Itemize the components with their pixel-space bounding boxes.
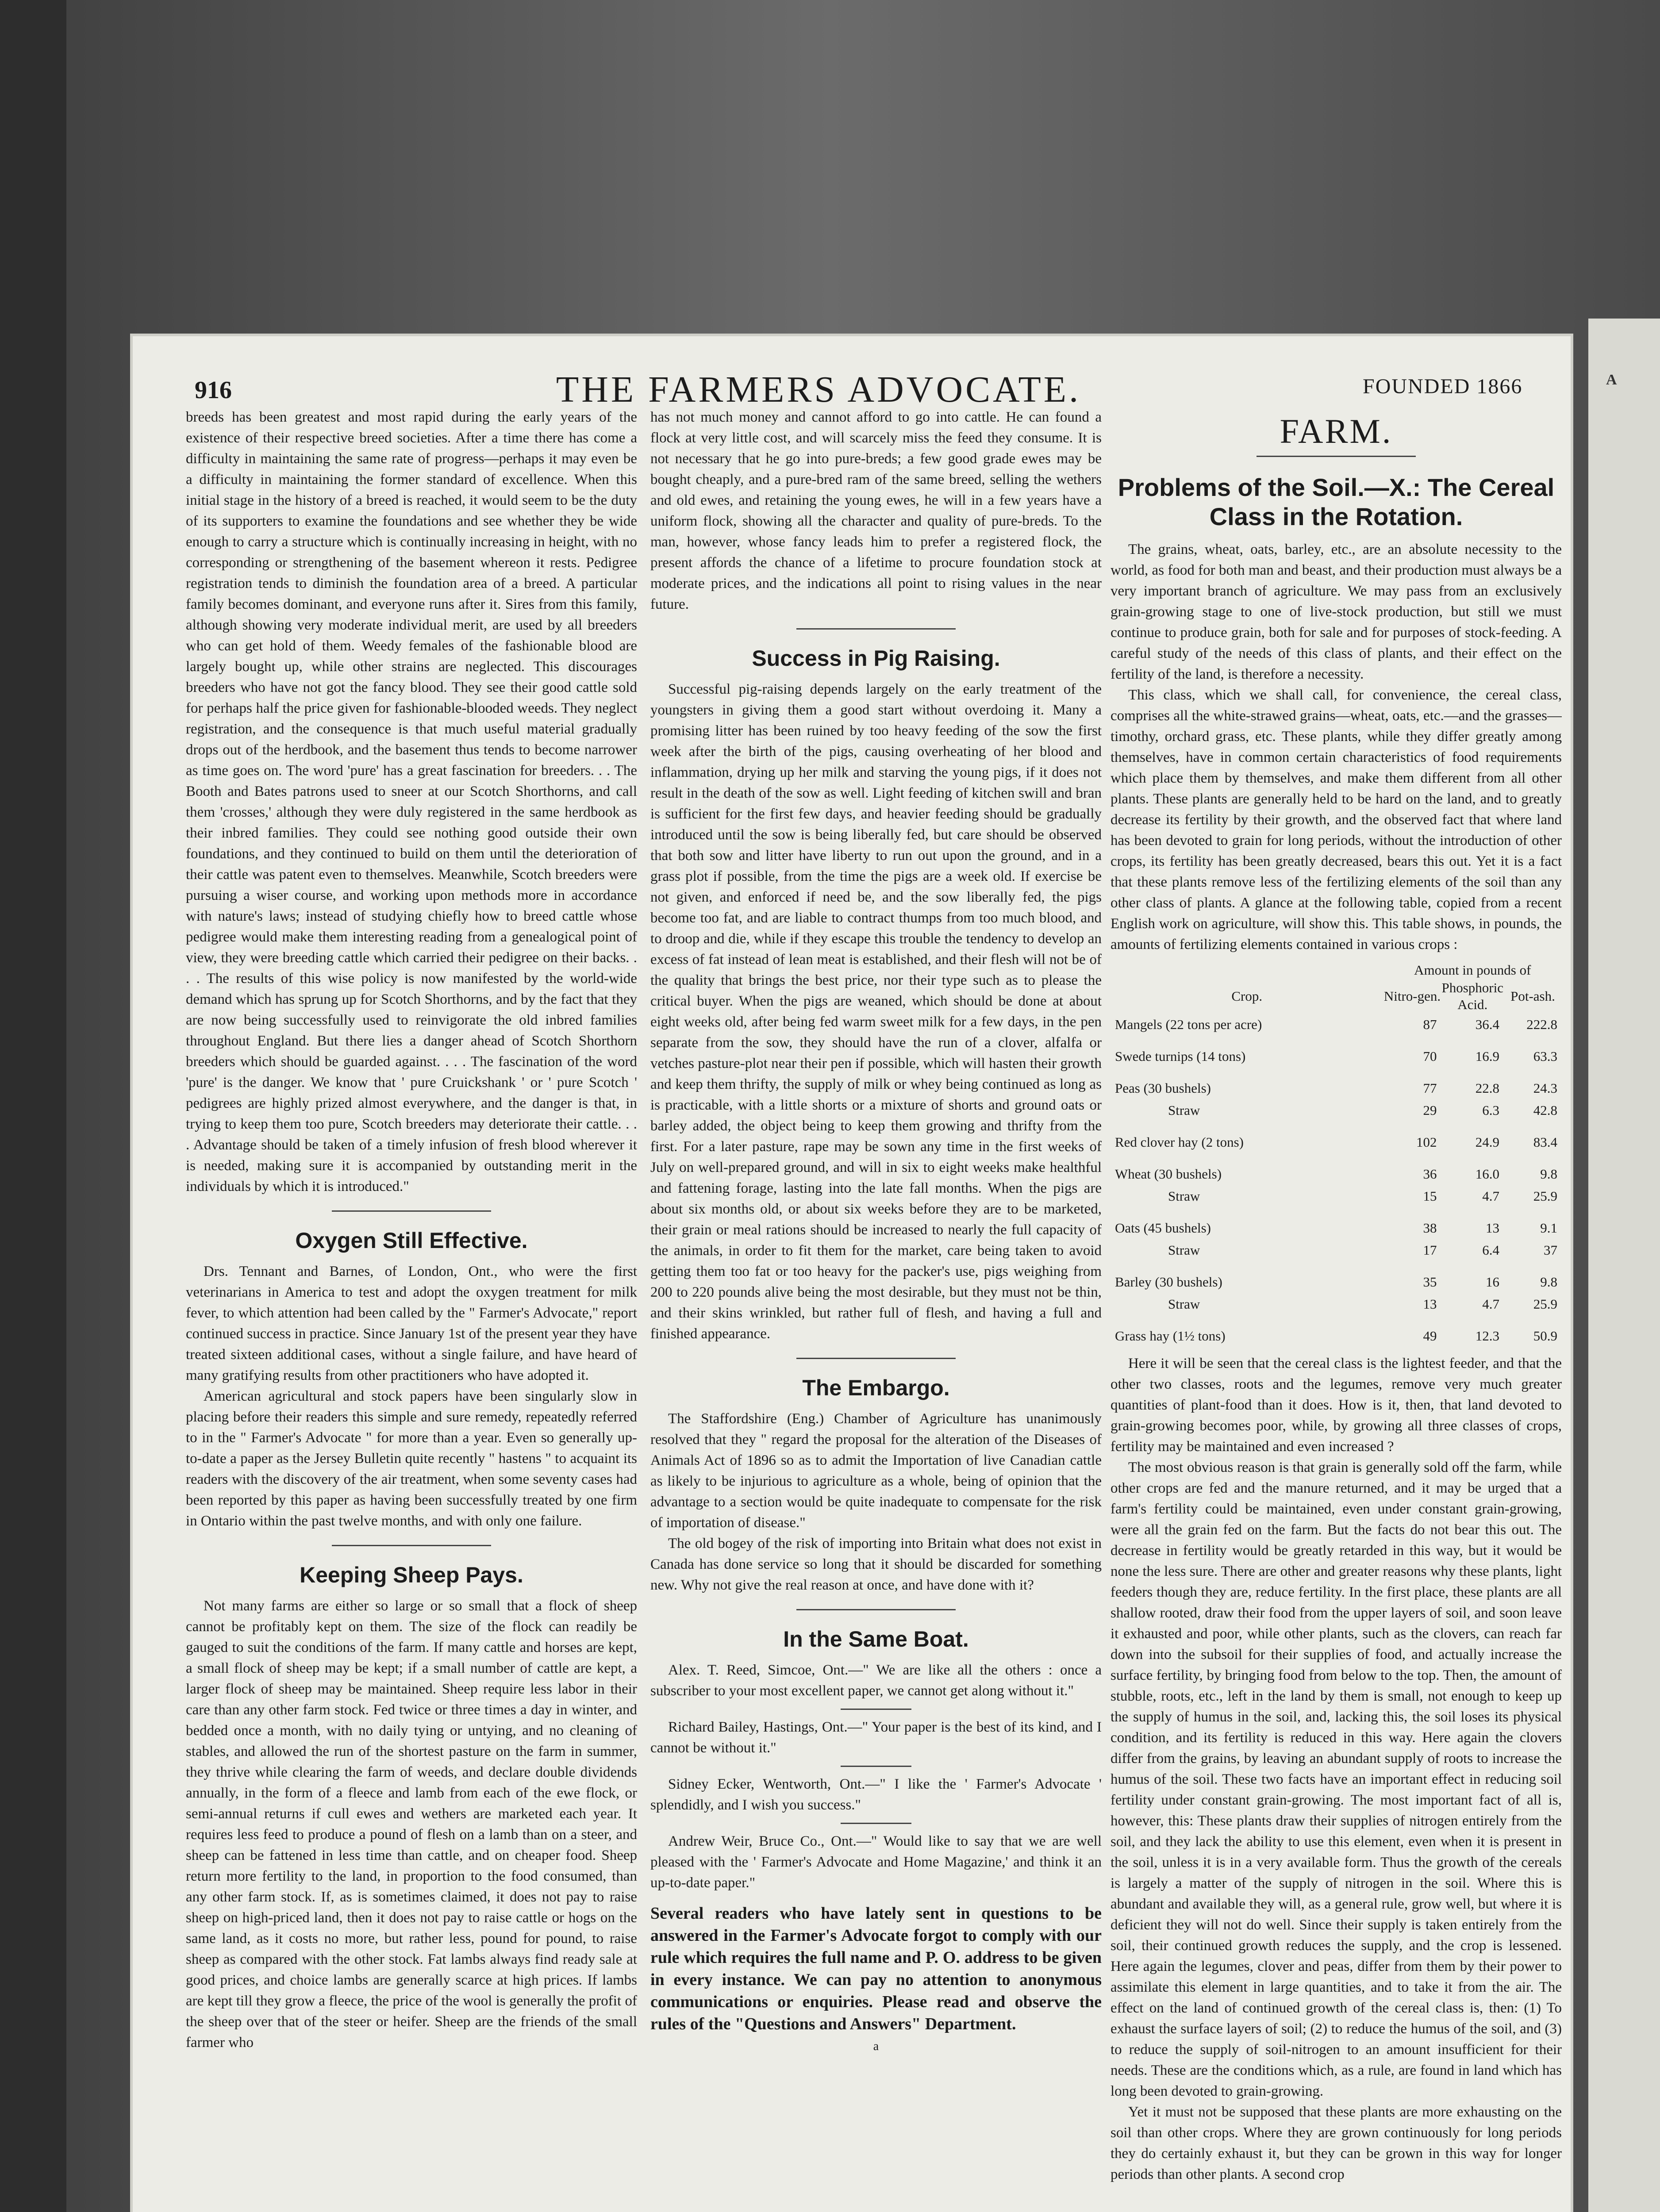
divider [332,1545,491,1546]
heading-embargo: The Embargo. [802,1375,950,1400]
paragraph: Drs. Tennant and Barnes, of London, Ont., who were the first veterinarians in America to test and adopt the oxygen treatment for milk fever, to which attention had been called by the " Farmer's Advocate," report continued success in practice. Since January 1st of the present year they have treated sixteen additional cases, without a single failure, and have heard of many gratifying results from other practitioners who have adopted it. [186,1263,637,1383]
value-cell: 15 [1423,1188,1437,1204]
value-cell: 16.9 [1475,1048,1499,1064]
paragraph: Alex. T. Reed, Simcoe, Ont.—" We are like all the others : once a subscriber to your most excellent paper, we cannot get along without it." [650,1662,1102,1699]
value-cell: 22.8 [1475,1080,1499,1096]
paragraph: Here it will be seen that the cereal class is the lightest feeder, and that the other two classes, roots and the legumes, remove very much greater quantities of plant-food than it does. How is it, then, that land devoted to grain-growing becomes poor, while, by growing all three classes of crops, fertility may be maintained and even increased ? [1111,1356,1562,1455]
table-row [1111,1320,1562,1347]
value-cell: 9.8 [1540,1274,1557,1290]
value-cell: 35 [1423,1274,1437,1290]
table-row [1111,1158,1562,1185]
table-row [1111,1072,1562,1099]
department-heading: FARM. [1280,412,1393,450]
table-row [1111,1293,1562,1320]
value-cell: 9.1 [1540,1220,1557,1236]
value-cell: 50.9 [1533,1328,1557,1344]
paragraph: Richard Bailey, Hastings, Ont.—" Your paper is the best of its kind, and I cannot be without it." [650,1719,1102,1756]
crop-cell: Grass hay (1½ tons) [1115,1328,1226,1344]
table-row [1111,1239,1562,1266]
adjacent-page-edge [1588,319,1660,2212]
value-cell: 6.3 [1482,1102,1499,1118]
paragraph: American agricultural and stock papers have been singularly slow in placing before their readers this simple and sure remedy, repeatedly referred to in the " Farmer's Advocate " for more than a year. Even so generally up-to-date a paper as the Jersey Bulletin quite recently " hastens " to acquaint its readers with the discovery of the air treatment, when some seventy cases had been reported by this paper as having been successfully treated by one firm in Ontario within the past twelve months, and with only one failure. [186,1388,637,1529]
adjacent-page-letters: A [1606,372,1617,388]
founded-line: FOUNDED 1866 [1363,375,1523,398]
value-cell: 9.8 [1540,1166,1557,1182]
paragraph: Successful pig-raising depends largely on the early treatment of the youngsters in giving them a good start without overdoing it. Many a promising litter has been ruined by too heavy feeding of the sow the first week after the birth of the pigs, causing overheating of her blood and inflammation, drying up her milk and starving the young pigs, if it does not result in the death of the sow as well. Light feeding of kitchen swill and bran is sufficient for the first few days, and heavier feeding should be gradually introduced until the sow is being liberally fed, but care should be observed that both sow and litter have liberty to run out upon the ground, and in a grass plot if possible, from the time the pigs are a week old. If exercise be not given, and enforced if need be, and the sow liberally fed, the pigs become too fat, and are liable to contract thumps from too much blood, and to droop and die, while if they escape this trouble the tendency to develop an excess of fat instead of lean meat is established, and their flesh will not be of the quality that brings the best price, nor their type such as to please the critical buyer. When the pigs are weaned, which should be done at about eight weeks old, after being fed warm sweet milk for a few days, in the pen separate from the sow, they should have the run of a clover, alfalfa or vetches pasture-plot near their pen if possible, which will hasten their growth and keep them thrifty, the supply of milk or whey being continued as long as is practicable, with a little shorts or a mixture of shorts and ground oats or barley added, the object being to keep them growing and thrifty from the first. For a later pasture, rape may be sown any time in the first weeks of July on well-prepared ground, and will in six to eight weeks make healthful and fattening forage, lasting into the late fall months. When the pigs are about six months old, or about six weeks before they are to be marketed, their grain or meal rations should be increased to nearly the full capacity of the animals, in order to fit them for the market, care being taken to avoid getting them too fat or too heavy for the packer's use, pigs weighing from 200 to 220 pounds alive being the most desirable, but they must not be thin, and their skins wrinkled, but rather full of flesh, and having a full and finished appearance. [650,681,1102,1342]
crop-cell: Straw [1168,1188,1200,1204]
paragraph: The grains, wheat, oats, barley, etc., are an absolute necessity to the world, as food for both man and beast, and their production must always be a very important branch of agriculture. We may pass from an exclusively grain-growing stage to one of live-stock production, but still we must continue to produce grain, both for sale and for purposes of stock-feeding. A careful study of the needs of this class of plants, and their effect on the fertility of the land, is therefore a necessity. [1111,541,1562,682]
value-cell: 25.9 [1533,1296,1557,1312]
value-cell: 13 [1423,1296,1437,1312]
paragraph: breeds has been greatest and most rapid during the early years of the existence of their respective breed societies. After a time there has come a difficulty in maintaining the same rate of progress—perhaps it may even be a difficulty in maintaining the former standard of excellence. When this initial stage in the history of a breed is reached, it would seem to be the duty of its supporters to examine the foundations and see whether they be wide enough to carry a structure which is continually increasing in height, with no corresponding or strengthening of the basement whereon it rests. Pedigree registration tends to diminish the foundation area of a breed. A particular family becomes dominant, and everyone runs after it. Sires from this family, although showing very moderate individual merit, are used by all breeders who can get hold of them. Weedy females of the fashionable blood are largely bought up, while other strains are neglected. This discourages breeders who have not got the fancy blood. They see their good cattle sold for perhaps half the price given for fashionable-blooded weeds. They neglect registration, and the consequence is that much useful material gradually drops out of the herdbook, and the basement thus tends to become narrower as time goes on. The word 'pure' has a great fascination for breeders. . . The Booth and Bates patrons used to sneer at our Scotch Shorthorns, and call them 'crosses,' although they were duly registered in the same herdbook as their inbred families. They could see nothing good outside their own foundations, and they continued to build on them until the deterioration of their cattle was patent even to themselves. Meanwhile, Scotch breeders were pursuing a wiser course, and working upon methods more in accordance with nature's laws; instead of studying chiefly how to breed cattle whose pedigree would make them interesting reading from a genealogical point of view, they were breeding cattle which carried their pedigree on their backs. . . . The results of this wise policy is now manifested by the world-wide demand which has sprung up for Scotch Shorthorns, and by the fact that they are now being successfully used to reinvigorate the old inbred families throughout England. But there lies a danger ahead of Scotch Shorthorn breeders which should be guarded against. . . . The fascination of the word 'pure' is the danger. We know that ' pure Cruickshank ' or ' pure Scotch ' pedigrees are highly prized almost everywhere, and the danger is that, in trying to keep them too pure, Scotch breeders may deteriorate their cattle. . . . Advantage should be taken of a timely infusion of fresh blood wherever it is needed, making sure it is accompanied by outstanding merit in the individuals by which it is introduced." [186,409,637,1194]
masthead: THE FARMERS ADVOCATE. [556,369,1081,410]
value-cell: 29 [1423,1102,1437,1118]
paragraph: Not many farms are either so large or so small that a flock of sheep cannot be profitably kept on them. The size of the flock can readily be gauged to suit the conditions of the farm. If many cattle and horses are kept, a small flock of sheep may be kept; if a small number of cattle are kept, a larger flock of sheep may be maintained. Sheep require less labor in their care than any other farm stock. Fed twice or three times a day in winter, and bedded once a month, with no daily tying or untying, and no cleaning of stables, and allowed the run of the shortest pasture on the farm in summer, they thrive while clearing the farm of weeds, and declare double dividends annually, in the form of a fleece and lamb from each of the ewe flock, or semi-annual returns if cull ewes and wethers are marketed each year. It requires less feed to produce a pound of flesh on a lamb than on a steer, and sheep can be fattened in less time than cattle, and on cheaper food. Sheep return more fertility to the land, in proportion to the food consumed, than any other farm stock. If, as is sometimes claimed, it does not pay to raise sheep on high-priced land, then it does not pay to raise cattle or hogs on the same land, as it costs no more, but rather less, pound for pound, to raise sheep as compared with the other stock. Fat lambs always find ready sale at good prices, and choice lambs are generally scarce at high prices. If lambs are kept till they grow a fleece, the price of the wool is generally the profit of the sheep over that of the steer or heifer. Sheep are the friends of the small farmer who [186,1598,637,2051]
table-row [1111,1099,1562,1126]
signature-mark: a [873,2039,879,2053]
value-cell: 6.4 [1482,1242,1499,1258]
value-cell: 37 [1544,1242,1557,1258]
value-cell: 42.8 [1533,1102,1557,1118]
table-body [1111,1014,1562,1347]
newspaper-page [133,336,1571,2212]
crop-cell: Straw [1168,1102,1200,1118]
value-cell: 36 [1423,1166,1437,1182]
crop-cell: Swede turnips (14 tons) [1115,1048,1246,1064]
crop-cell: Wheat (30 bushels) [1115,1166,1222,1182]
table-row [1111,1014,1562,1041]
value-cell: 77 [1423,1080,1437,1096]
value-cell: 16.0 [1475,1166,1499,1182]
value-cell: 13 [1486,1220,1499,1236]
table-row [1111,1126,1562,1158]
crop-cell: Peas (30 bushels) [1115,1080,1211,1096]
value-cell: 12.3 [1475,1328,1499,1344]
crop-cell: Mangels (22 tons per acre) [1115,1017,1262,1032]
paragraph: The old bogey of the risk of importing into Britain what does not exist in Canada has done service so long that it should be discarded for something new. Why not give the real reason at once, and have done with it? [650,1536,1102,1593]
divider [1257,456,1416,457]
heading-soil-problems: Problems of the Soil.—X.: The Cereal Class in the Rotation. [1118,473,1555,530]
heading-same-boat: In the Same Boat. [783,1627,969,1651]
heading-pig-raising: Success in Pig Raising. [752,646,1000,671]
divider [332,1210,491,1212]
value-cell: 25.9 [1533,1188,1557,1204]
column-1 [186,407,637,2212]
value-cell: 70 [1423,1048,1437,1064]
divider [796,1609,956,1610]
table-header: Phosphoric Acid. [1441,980,1503,1012]
heading-oxygen: Oxygen Still Effective. [295,1228,528,1253]
value-cell: 38 [1423,1220,1437,1236]
crop-cell: Red clover hay (2 tons) [1115,1134,1244,1150]
fertility-table [1111,961,1562,1347]
table-row [1111,1041,1562,1072]
short-divider [841,1709,911,1710]
paragraph: This class, which we shall call, for convenience, the cereal class, comprises all the white-strawed grains—wheat, oats, etc.—and the grasses—timothy, orchard grass, etc. These plants, while they differ greatly among themselves, have in common certain characteristics of food requirements which place them by themselves, and make them different from all other plants. These plants are generally held to be hard on the land, and to greatly decrease its fertility by their growth, and the observed fact that where land has been devoted to grain for long periods, without the introduction of other crops, its fertility has been greatly decreased, bears this out. Yet it is a fact that these plants remove less of the fertilizing elements of the soil than any other class of plants. A glance at the following table, copied from a recent English work on agriculture, will show this. This table shows, in pounds, the amounts of fertilizing elements contained in various crops : [1111,687,1562,952]
value-cell: 4.7 [1482,1296,1499,1312]
value-cell: 36.4 [1475,1017,1499,1032]
table-row [1111,1185,1562,1212]
value-cell: 4.7 [1482,1188,1499,1204]
value-cell: 63.3 [1533,1048,1557,1064]
divider [796,628,956,630]
value-cell: 83.4 [1533,1134,1557,1150]
column-3 [1111,407,1562,2212]
value-cell: 49 [1423,1328,1437,1344]
paragraph: Yet it must not be supposed that these plants are more exhausting on the soil than other crops. Where they are grown continuously for long periods they do certainly exhaust it, but they can be grown in this way for longer periods than other plants. A second crop [1111,2104,1562,2182]
paragraph: has not much money and cannot afford to go into cattle. He can found a flock at very little cost, and will scarcely miss the feed they consume. It is not necessary that he go into pure-breds; a few good grade ewes may be bought cheaply, and a pure-bred ram of the same breed, selling the wethers and old ewes, and retaining the young ewes, he will in a few years have a uniform flock, showing all the character and quality of pure-breds. To the man, however, whose fancy leads him to prefer a registered flock, the present affords the chance of a lifetime to procure foundation stock at moderate prices, and the indications all point to rising values in the near future. [650,409,1102,612]
page-number: 916 [195,376,232,404]
crop-cell: Oats (45 bushels) [1115,1220,1211,1236]
crop-cell: Straw [1168,1296,1200,1312]
table-header: Nitro-gen. [1383,988,1441,1004]
value-cell: 222.8 [1526,1017,1557,1032]
left-scan-edge [0,0,66,2212]
divider [796,1358,956,1359]
heading-sheep: Keeping Sheep Pays. [300,1563,523,1587]
table-header: Crop. [1231,988,1263,1004]
crop-cell: Straw [1168,1242,1200,1258]
value-cell: 24.9 [1475,1134,1499,1150]
crop-cell: Barley (30 bushels) [1115,1274,1222,1290]
table-row [1111,1266,1562,1293]
table-header: Pot-ash. [1510,988,1555,1004]
value-cell: 102 [1416,1134,1437,1150]
value-cell: 24.3 [1533,1080,1557,1096]
value-cell: 16 [1486,1274,1499,1290]
paragraph: Sidney Ecker, Wentworth, Ont.—" I like the ' Farmer's Advocate ' splendidly, and I wish you success." [650,1776,1102,1813]
notice-to-readers: Several readers who have lately sent in questions to be answered in the Farmer's Advocate forgot to comply with our rule which requires the full name and P. O. address to be given in every instance. We can pay no attention to anonymous communications or enquiries. Please read and observe the rules of the "Questions and Answers" Department. [650,1904,1102,2033]
short-divider [841,1766,911,1767]
column-2 [650,407,1102,2212]
value-cell: 17 [1423,1242,1437,1258]
page-header [133,336,1571,410]
table-row [1111,1212,1562,1239]
paragraph: Andrew Weir, Bruce Co., Ont.—" Would like to say that we are well pleased with the ' Farmer's Advocate and Home Magazine,' and think it an up-to-date paper." [650,1833,1102,1891]
short-divider [841,1823,911,1824]
paragraph: The most obvious reason is that grain is generally sold off the farm, while other crops are fed and the manure returned, and it may be urged that a farm's fertility could be maintained, even under constant grain-growing, were all the grain fed on the farm. But the facts do not bear this out. The decrease in fertility would be greatly retarded in this way, but it would be none the less sure. There are other and greater reasons why these plants, light feeders though they are, reduce fertility. In the first place, these plants are all shallow rooted, draw their food from the upper layers of soil, and soon leave it exhausted and poor, while other plants, such as the clovers, can reach far down into the subsoil for their supplies of food, and actually increase the surface fertility, by bringing food from below to the top. Then, the amount of stubble, roots, etc., left in the land by them is small, not enough to keep up the supply of humus in the soil, and, lacking this, the soil loses its physical condition, and its fertility is reduced in this way. Here again the clovers differ from the grains, by leaving an abundant supply of roots to increase the humus of the soil. These two facts have an important effect in reducing soil fertility under constant grain-growing. The most important fact of all is, however, this: These plants draw their supplies of nitrogen entirely from the soil, and they lack the ability to use this element, even when it is present in the soil, unless it is in a very available form. Thus the growth of the cereals is largely a matter of the supply of nitrogen in the soil. Where this is abundant and available they will, as a general rule, grow well, but where it is deficient they will not do well. Since their supply is taken entirely from the soil, their continued growth reduces the supply, and the crop is lessened. Here again the legumes, clover and peas, differ from them by their power to assimilate this element in large quantities, and to take it from the air. The effect on the land of continued growth of the cereal class is, then: (1) To exhaust the surface layers of soil; (2) to reduce the humus of the soil, and (3) to reduce the supply of soil-nitrogen to an amount insufficient for their needs. These are the conditions which, as a rule, are found in land which has long been devoted to grain-growing. [1111,1459,1562,2099]
table-caption: Amount in pounds of [1414,962,1531,978]
value-cell: 87 [1423,1017,1437,1032]
paragraph: The Staffordshire (Eng.) Chamber of Agriculture has unanimously resolved that they " regard the proposal for the alteration of the Diseases of Animals Act of 1896 so as to admit the Importation of live Canadian cattle as likely to be injurious to agriculture as a whole, being of opinion that the advantage to a section would be quite inadequate to compensate for the risk of importation of disease." [650,1411,1102,1531]
